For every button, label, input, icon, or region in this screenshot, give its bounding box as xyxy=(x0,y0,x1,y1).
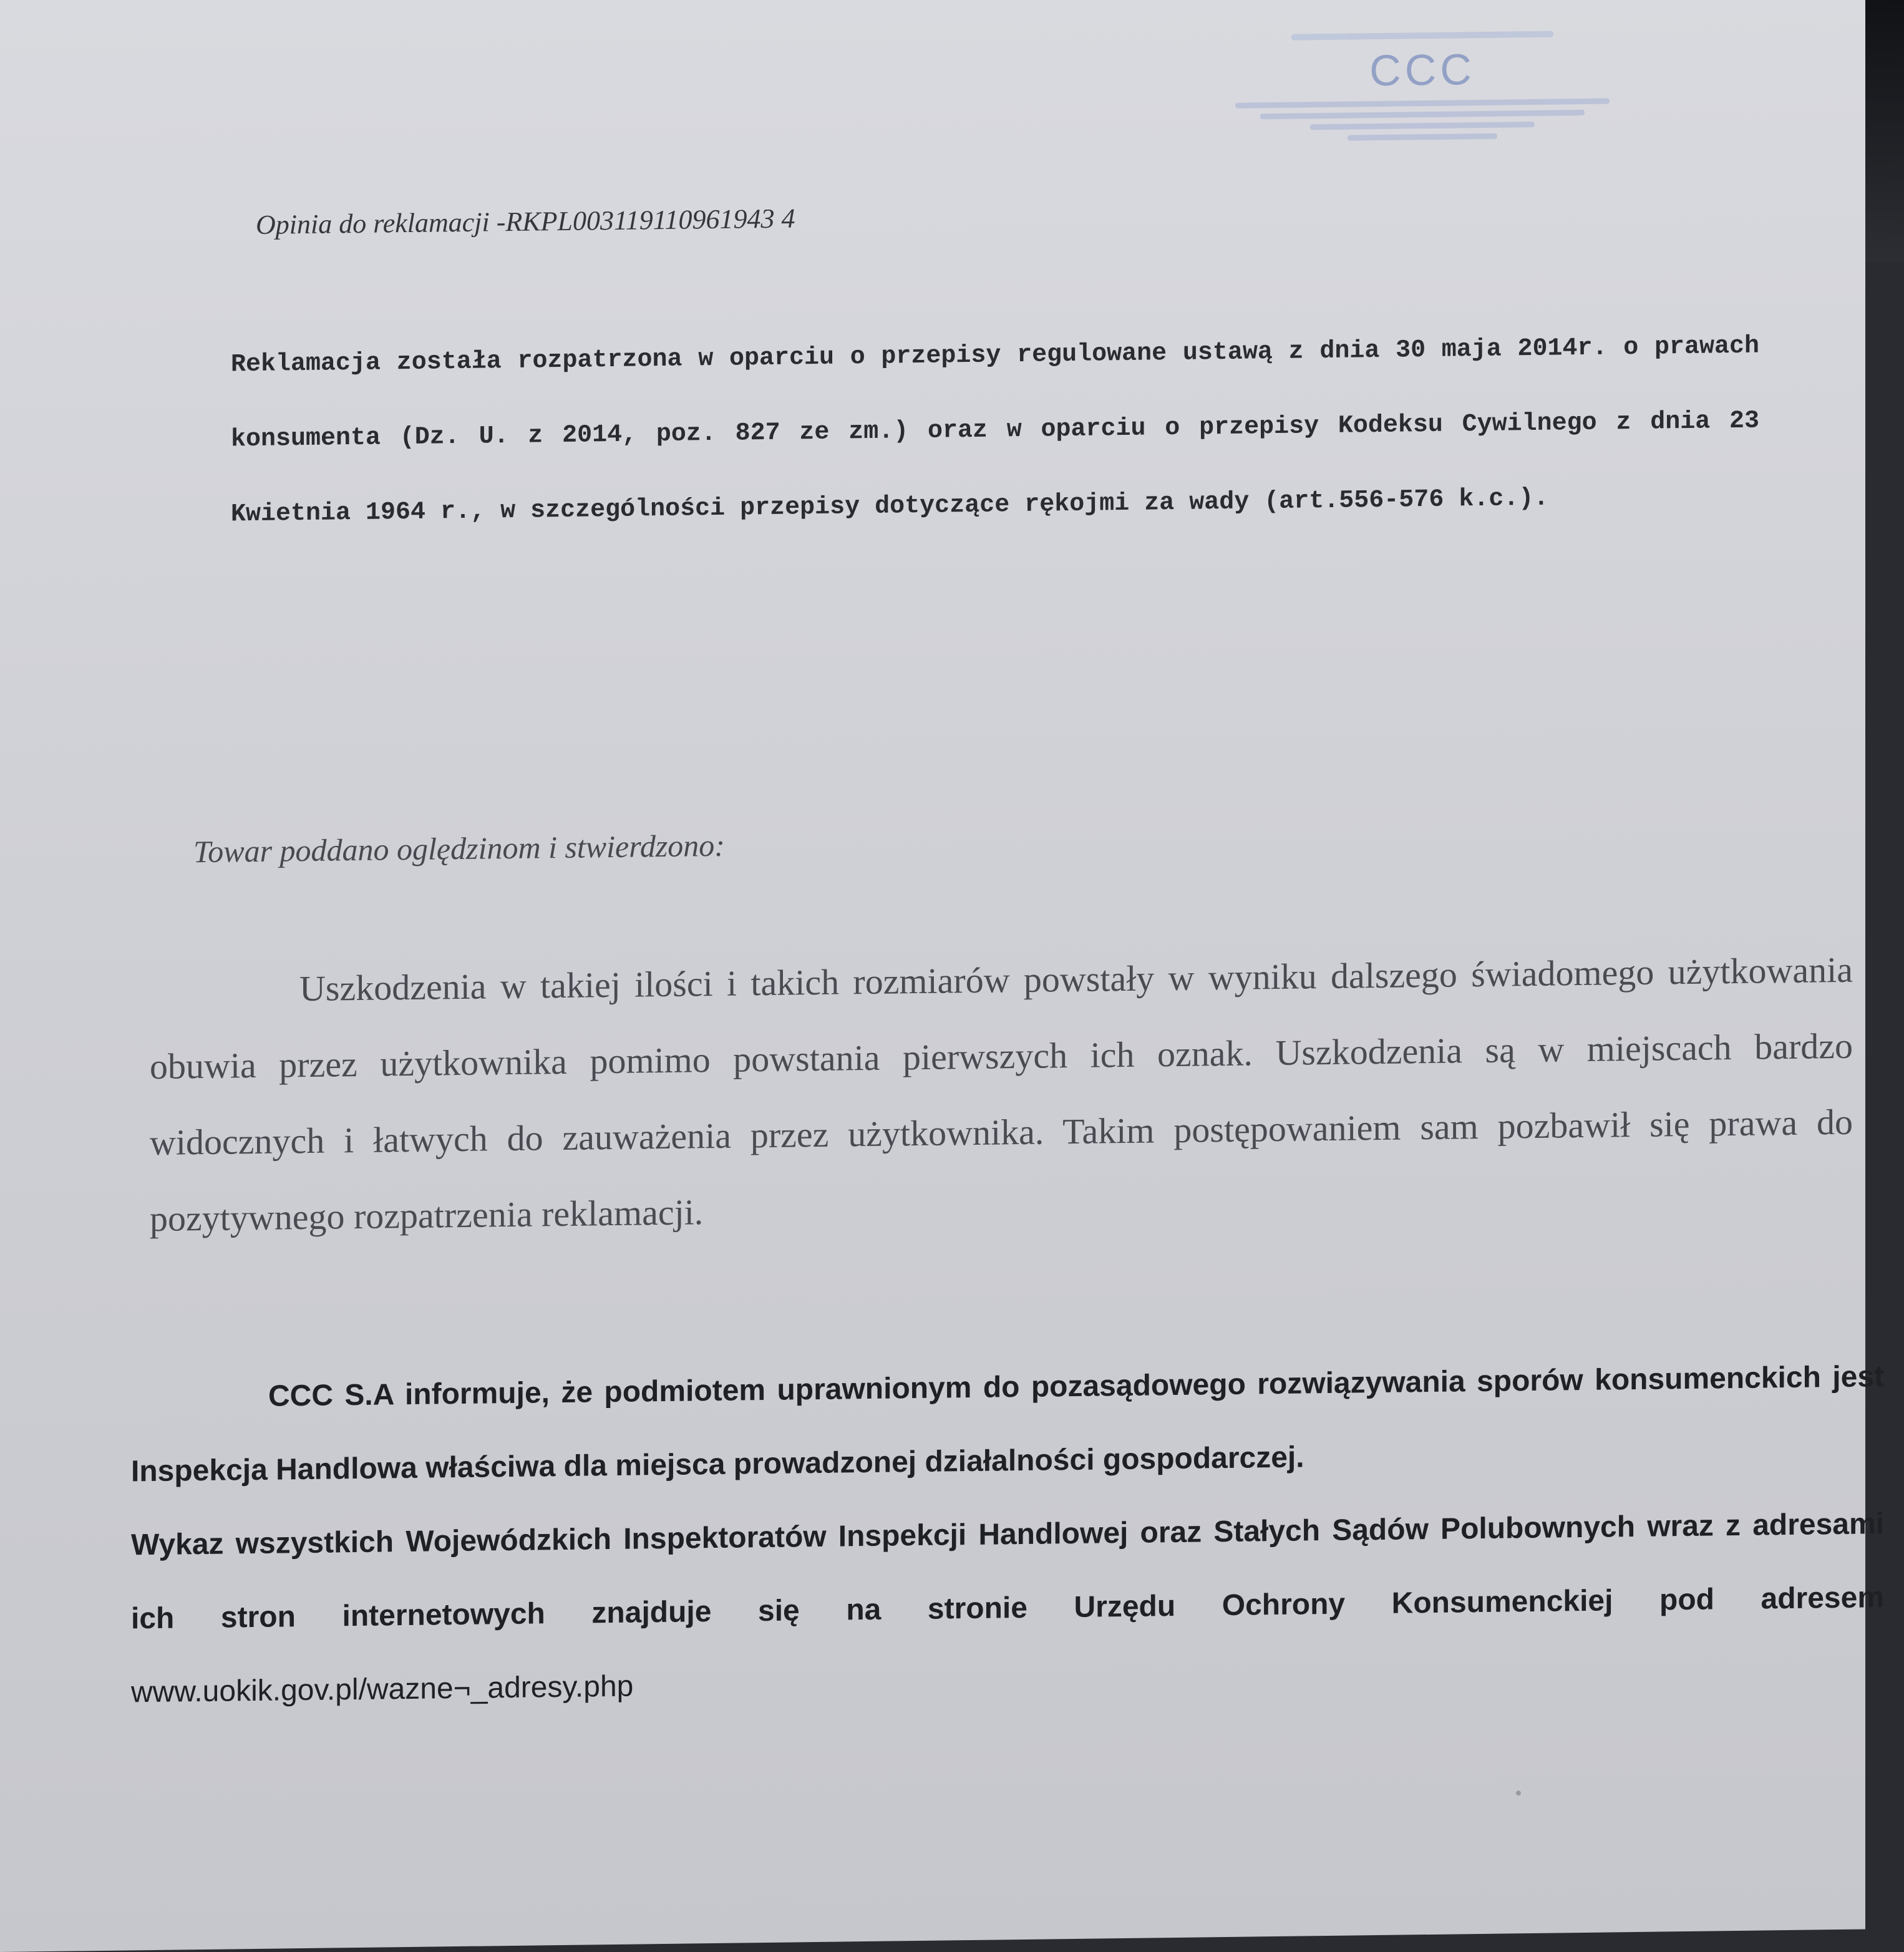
uokik-link[interactable]: www.uokik.gov.pl/wazne¬_adresy.php xyxy=(131,1669,634,1709)
dispute-info-paragraph: CCC S.A informuje, że podmiotem uprawnionym do pozasądowego rozwiązywania sporów konsumenckich jest Inspekcja Handlowa właściwa dla miejsca prowadzonej działalności gospodarczej. xyxy=(131,1360,1884,1488)
stamp-line xyxy=(1348,134,1497,141)
stamp-line xyxy=(1235,98,1610,108)
inspectorates-paragraph xyxy=(131,1487,1884,1729)
consumer-info-block xyxy=(131,1340,1884,1729)
reference-heading: Opinia do reklamacji -RKPL003119110961943 4 xyxy=(256,203,795,240)
stamp-line xyxy=(1310,122,1535,130)
legal-basis-paragraph: Reklamacja została rozpatrzona w oparciu o przepisy regulowane ustawą z dnia 30 maja 2014r. o prawach konsumenta (Dz. U. z 2014, poz. 827 ze zm.) oraz w oparciu o przepisy Kodeksu Cywilnego z dnia 23 Kwietnia 1964 r., w szczególności przepisy dotyczące rękojmi za wady (art.556-576 k.c.). xyxy=(231,332,1759,529)
paper-speck xyxy=(1516,1790,1521,1795)
findings-paragraph: Uszkodzenia w takiej ilości i takich rozmiarów powstały w wyniku dalszego świadomego użytkowania obuwia przez użytkownika pomimo powstania pierwszych ich oznak. Uszkodzenia są w miejscach bardzo widocznych i łatwych do zauważenia przez użytkownika. Takim postępowaniem sam pozbawił się prawa do pozytywnego rozpatrzenia reklamacji. xyxy=(150,949,1853,1240)
company-stamp xyxy=(1223,30,1622,178)
stamp-line xyxy=(1291,31,1553,41)
stamp-line xyxy=(1260,110,1585,119)
inspection-lead: Towar poddano oględzinom i stwierdzono: xyxy=(193,827,725,870)
stamp-logo: CCC xyxy=(1369,45,1475,95)
inspectorates-text: Wykaz wszystkich Wojewódzkich Inspektoratów Inspekcji Handlowej oraz Stałych Sądów Polubownych wraz z adresami ich stron internetowych znajduje się na stronie Urzędu Ochrony Konsumenckiej pod adresem xyxy=(131,1507,1884,1636)
